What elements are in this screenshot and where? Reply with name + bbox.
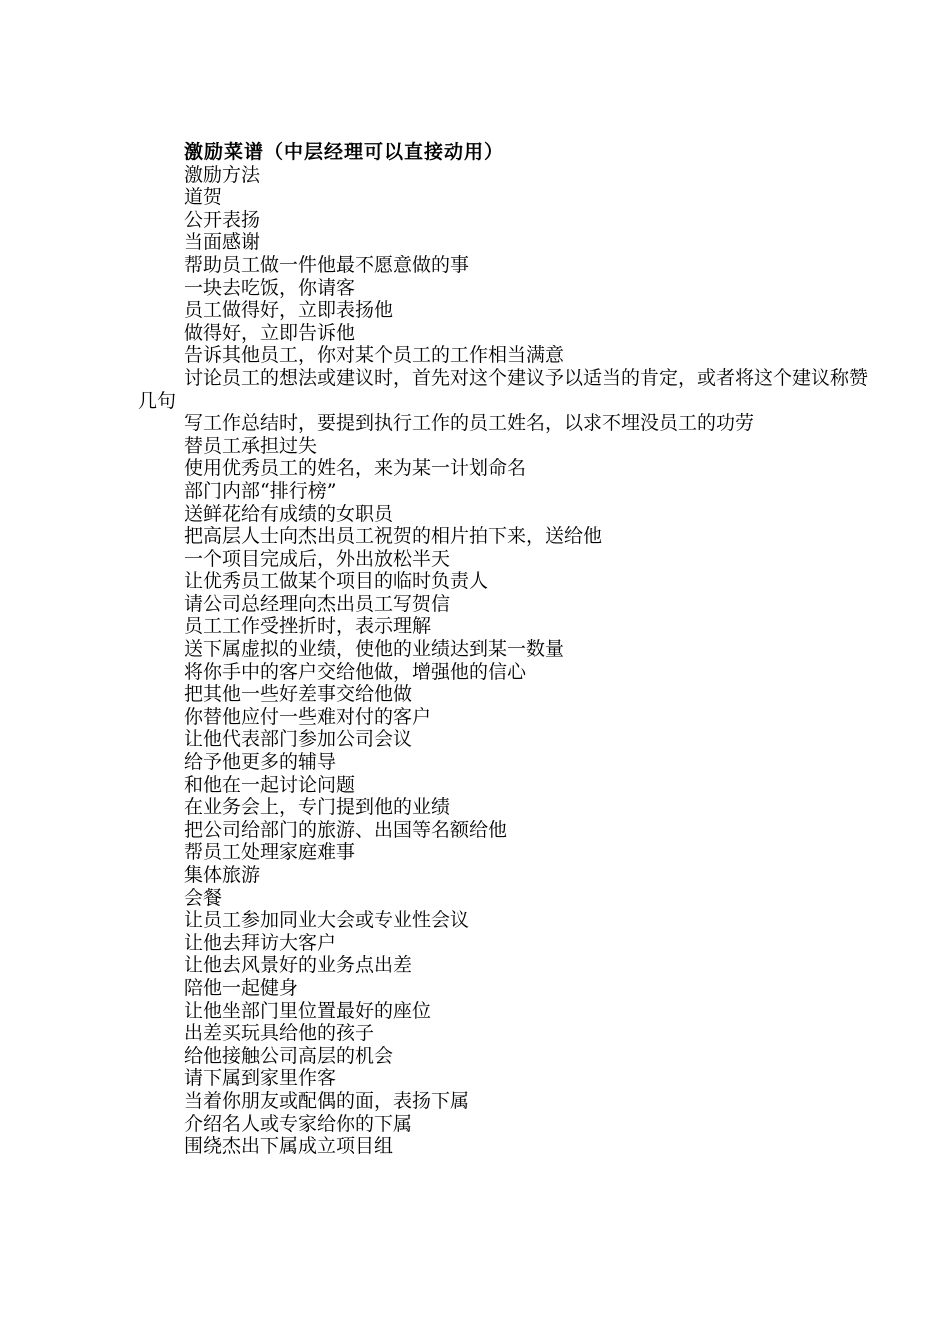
list-item: 让他代表部门参加公司会议 [184,728,413,751]
list-item: 将你手中的客户交给他做，增强他的信心 [184,660,527,683]
list-item: 道贺 [184,186,223,209]
list-item: 送鲜花给有成绩的女职员 [184,502,394,525]
list-item: 帮助员工做一件他最不愿意做的事 [184,253,470,276]
list-item: 会餐 [184,886,223,909]
list-item: 当着你朋友或配偶的面，表扬下属 [184,1089,470,1112]
list-item: 使用优秀员工的姓名，来为某一计划命名 [184,457,527,480]
list-item: 告诉其他员工，你对某个员工的工作相当满意 [184,344,565,367]
list-item: 把其他一些好差事交给他做 [184,683,413,706]
list-item: 员工做得好，立即表扬他 [184,299,394,322]
incentive-list [138,164,868,1158]
list-item: 介绍名人或专家给你的下属 [184,1112,413,1135]
document-body [138,141,868,1158]
list-item: 员工工作受挫折时，表示理解 [184,615,432,638]
list-item: 给他接触公司高层的机会 [184,1044,394,1067]
list-item: 一块去吃饭，你请客 [184,276,356,299]
list-item: 帮员工处理家庭难事 [184,841,356,864]
list-item: 让优秀员工做某个项目的临时负责人 [184,570,489,593]
list-item: 让员工参加同业大会或专业性会议 [184,909,470,932]
list-item: 陪他一起健身 [184,976,299,999]
list-item: 替员工承担过失 [184,434,318,457]
list-item: 当面感谢 [184,231,261,254]
list-item: 部门内部“排行榜” [184,479,337,502]
list-item: 写工作总结时，要提到执行工作的员工姓名，以求不埋没员工的功劳 [184,412,755,435]
list-item: 围绕杰出下属成立项目组 [184,1135,394,1158]
list-item: 做得好，立即告诉他 [184,321,356,344]
list-item: 让他去风景好的业务点出差 [184,954,413,977]
list-item: 讨论员工的想法或建议时，首先对这个建议予以适当的肯定，或者将这个建议称赞几句 [138,366,869,412]
list-item: 公开表扬 [184,208,261,231]
list-item: 送下属虚拟的业绩，使他的业绩达到某一数量 [184,638,565,661]
list-item: 请下属到家里作客 [184,1067,337,1090]
list-item: 让他去拜访大客户 [184,931,337,954]
list-item: 在业务会上，专门提到他的业绩 [184,796,451,819]
list-item: 一个项目完成后，外出放松半天 [184,547,451,570]
list-item: 和他在一起讨论问题 [184,773,356,796]
list-item: 让他坐部门里位置最好的座位 [184,999,432,1022]
list-item: 把公司给部门的旅游、出国等名额给他 [184,818,508,841]
list-item: 集体旅游 [184,864,261,886]
list-item: 出差买玩具给他的孩子 [184,1022,375,1045]
document-title: 激励菜谱（中层经理可以直接动用） [184,141,505,163]
list-item: 激励方法 [184,163,261,186]
list-item: 把高层人士向杰出员工祝贺的相片拍下来，送给他 [184,525,603,548]
list-item: 请公司总经理向杰出员工写贺信 [184,592,451,615]
list-item: 给予他更多的辅导 [184,751,337,774]
list-item: 你替他应付一些难对付的客户 [184,705,432,728]
